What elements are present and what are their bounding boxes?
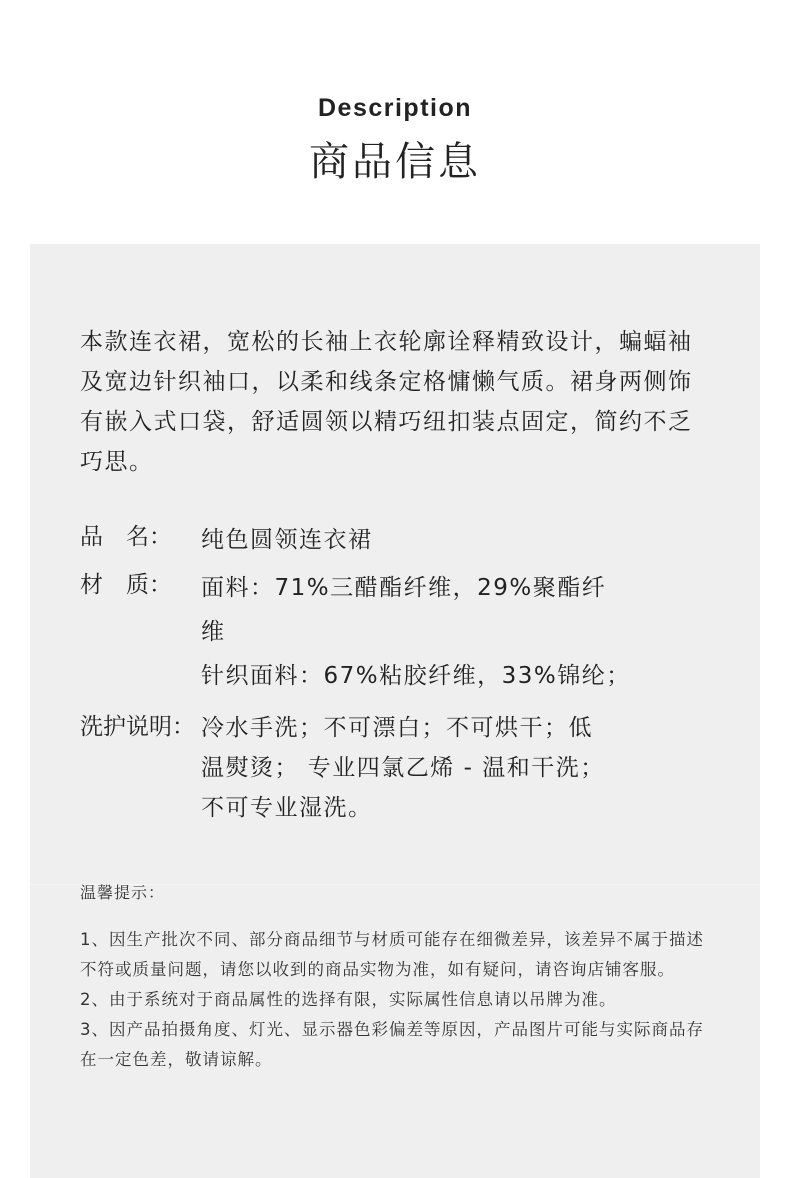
tip-item: 3、因产品拍摄角度、灯光、显示器色彩偏差等原因，产品图片可能与实际商品存在一定色差，敬请谅解。 — [80, 1020, 704, 1069]
header — [0, 0, 790, 244]
tip-item: 2、由于系统对于商品属性的选择有限，实际属性信息请以吊牌为准。 — [80, 990, 617, 1009]
spec-label-care: 洗护说明： — [80, 714, 195, 740]
spec-value-name — [201, 518, 641, 562]
spec-value-line: 冷水手洗；不可漂白；不可烘干；低 — [201, 715, 593, 741]
tip-item: 1、因生产批次不同、部分商品细节与材质可能存在细微差异，该差异不属于描述不符或质量问题，请您以收到的商品实物为准，如有疑问，请咨询店铺客服。 — [80, 930, 704, 979]
spec-label-material: 材 质： — [80, 572, 172, 598]
title-chinese: 商品信息 — [309, 139, 481, 185]
spec-value-line: 不可专业湿洗。 — [201, 795, 373, 821]
title-english: Description — [317, 94, 473, 122]
spec-value-line: 纯色圆领连衣裙 — [201, 527, 373, 553]
spec-label-name: 品 名： — [80, 524, 172, 550]
spec-value-line: 针织面料：67%粘胶纤维，33%锦纶； — [201, 663, 631, 689]
tips-list — [80, 925, 710, 1075]
spec-value-line: 维 — [201, 619, 226, 645]
spec-value-care — [201, 708, 641, 828]
tips-title: 温馨提示： — [80, 883, 166, 902]
spec-value-material — [201, 566, 641, 698]
product-intro: 本款连衣裙，宽松的长袖上衣轮廓诠释精致设计，蝙蝠袖及宽边针织袖口，以柔和线条定格慵懒气质。裙身两侧饰有嵌入式口袋，舒适圆领以精巧纽扣装点固定，简约不乏巧思。 — [80, 329, 693, 475]
spec-value-line: 面料：71%三醋酯纤维，29%聚酯纤 — [201, 575, 607, 601]
spec-value-line: 温熨烫； 专业四氯乙烯 - 温和干洗； — [201, 755, 605, 781]
